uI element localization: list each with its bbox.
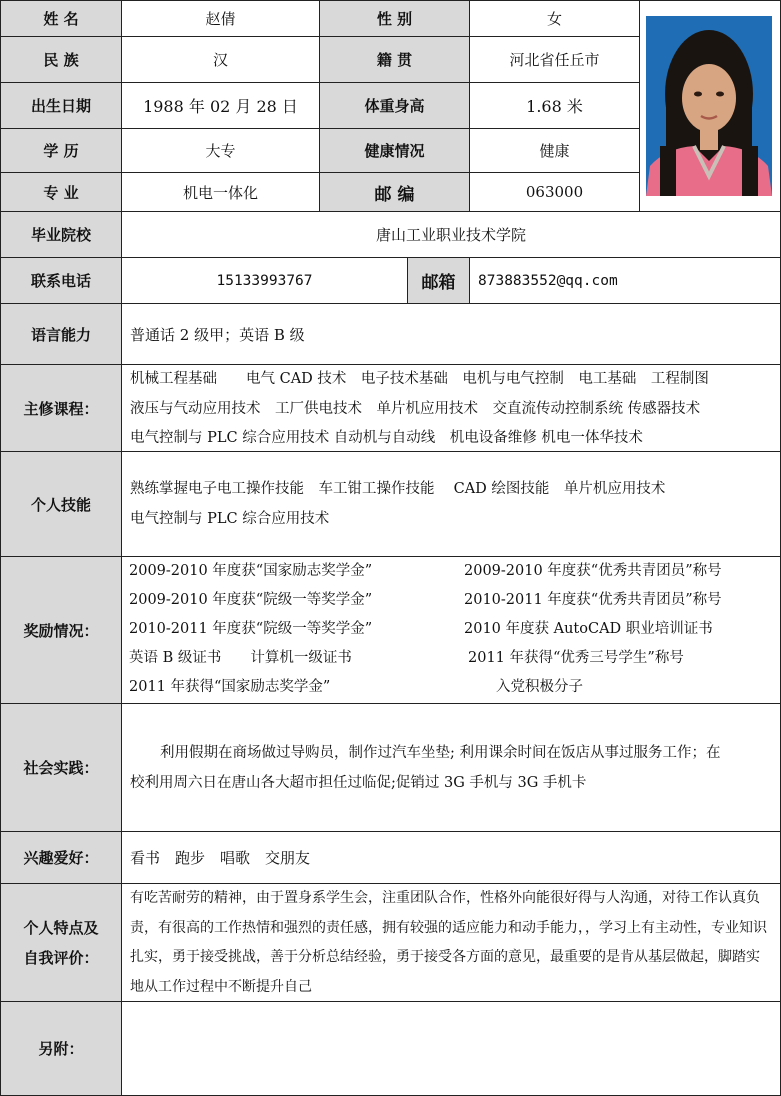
self-eval-line: 地从工作过程中不断提升自己 [130, 978, 312, 995]
extra-value [121, 1001, 781, 1096]
practice-value [121, 703, 781, 832]
dob-label: 出生日期 [0, 82, 122, 129]
health-label: 健康情况 [319, 128, 470, 173]
major-label: 专 业 [0, 172, 122, 212]
award-item: 2010-2011 年度获“优秀共青团员”称号 [464, 592, 722, 608]
name-label: 姓 名 [0, 0, 122, 37]
email-label: 邮箱 [407, 257, 470, 304]
profile-photo [646, 16, 772, 196]
hobbies-value: 看书 跑步 唱歌 交朋友 [121, 831, 781, 884]
height-label: 体重身高 [319, 82, 470, 129]
name-value: 赵倩 [121, 0, 320, 37]
award-item: 入党积极分子 [496, 679, 583, 695]
origin-value: 河北省任丘市 [469, 36, 640, 83]
phone-value: 15133993767 [121, 257, 408, 304]
self-eval-line: 扎实，勇于接受挑战，善于分析总结经验，勇于接受各方面的意见，最重要的是肯从基层做起，脚踏实 [130, 949, 760, 965]
language-label: 语言能力 [0, 303, 122, 365]
award-item: 2011 年获得“优秀三号学生”称号 [468, 650, 684, 666]
height-value: 1.68 米 [469, 82, 640, 129]
practice-label: 社会实践： [0, 703, 122, 832]
award-item: 2009-2010 年度获“国家励志奖学金” [129, 563, 373, 579]
portrait-image [646, 16, 772, 196]
extra-label: 另附： [0, 1001, 122, 1096]
award-item: 2009-2010 年度获“院级一等奖学金” [129, 592, 373, 608]
education-label: 学 历 [0, 128, 122, 173]
ethnicity-label: 民 族 [0, 36, 122, 83]
awards-value [121, 556, 781, 704]
course-line: 电气控制与 PLC 综合应用技术 自动机与自动线 机电设备维修 机电一体华技术 [130, 430, 643, 446]
zip-label: 邮 编 [319, 172, 470, 212]
award-item: 2011 年获得“国家励志奖学金” [129, 679, 331, 695]
school-label: 毕业院校 [0, 211, 122, 258]
education-value: 大专 [121, 128, 320, 173]
origin-label: 籍 贯 [319, 36, 470, 83]
language-value: 普通话 2 级甲；英语 B 级 [121, 303, 781, 365]
self-eval-value [121, 883, 781, 1002]
major-value: 机电一体化 [121, 172, 320, 212]
award-item: 2010-2011 年度获“院级一等奖学金” [129, 621, 373, 637]
email-value: 873883552@qq.com [469, 257, 781, 304]
practice-line: 利用假期在商场做过导购员，制作过汽车坐垫; 利用课余时间在饭店从事过服务工作；在 [160, 745, 721, 761]
self-eval-label: 个人特点及 自我评价： [0, 883, 122, 1002]
skills-label: 个人技能 [0, 451, 122, 557]
dob-value: 1988 年 02 月 28 日 [121, 82, 320, 129]
health-value: 健康 [469, 128, 640, 173]
awards-label: 奖励情况： [0, 556, 122, 704]
self-eval-line: 有吃苦耐劳的精神，由于置身系学生会，注重团队合作，性格外向能很好得与人沟通，对待工作认真负 [130, 890, 760, 906]
phone-label: 联系电话 [0, 257, 122, 304]
course-line: 机械工程基础 电气 CAD 技术 电子技术基础 电机与电气控制 电工基础 工程制图 [130, 371, 709, 387]
zip-value: 063000 [469, 172, 640, 212]
course-line: 液压与气动应用技术 工厂供电技术 单片机应用技术 交直流传动控制系统 传感器技术 [130, 400, 701, 417]
skill-line: 电气控制与 PLC 综合应用技术 [130, 510, 330, 527]
award-item: 2010 年度获 AutoCAD 职业培训证书 [464, 621, 713, 637]
gender-label: 性 别 [319, 0, 470, 37]
self-eval-line: 责，有很高的工作热情和强烈的责任感，拥有较强的适应能力和动手能力，，学习上有主动性，专业知识 [130, 919, 767, 936]
skill-line: 熟练掌握电子电工操作技能 车工钳工操作技能 CAD 绘图技能 单片机应用技术 [130, 481, 666, 497]
ethnicity-value: 汉 [121, 36, 320, 83]
award-item: 英语 B 级证书 计算机一级证书 [129, 650, 352, 666]
school-value: 唐山工业职业技术学院 [121, 211, 781, 258]
award-item: 2009-2010 年度获“优秀共青团员”称号 [464, 563, 722, 579]
courses-label: 主修课程： [0, 364, 122, 452]
courses-value [121, 364, 781, 452]
skills-value [121, 451, 781, 557]
gender-value: 女 [469, 0, 640, 37]
hobbies-label: 兴趣爱好： [0, 831, 122, 884]
practice-line: 校利用周六日在唐山各大超市担任过临促;促销过 3G 手机与 3G 手机卡 [130, 774, 587, 791]
